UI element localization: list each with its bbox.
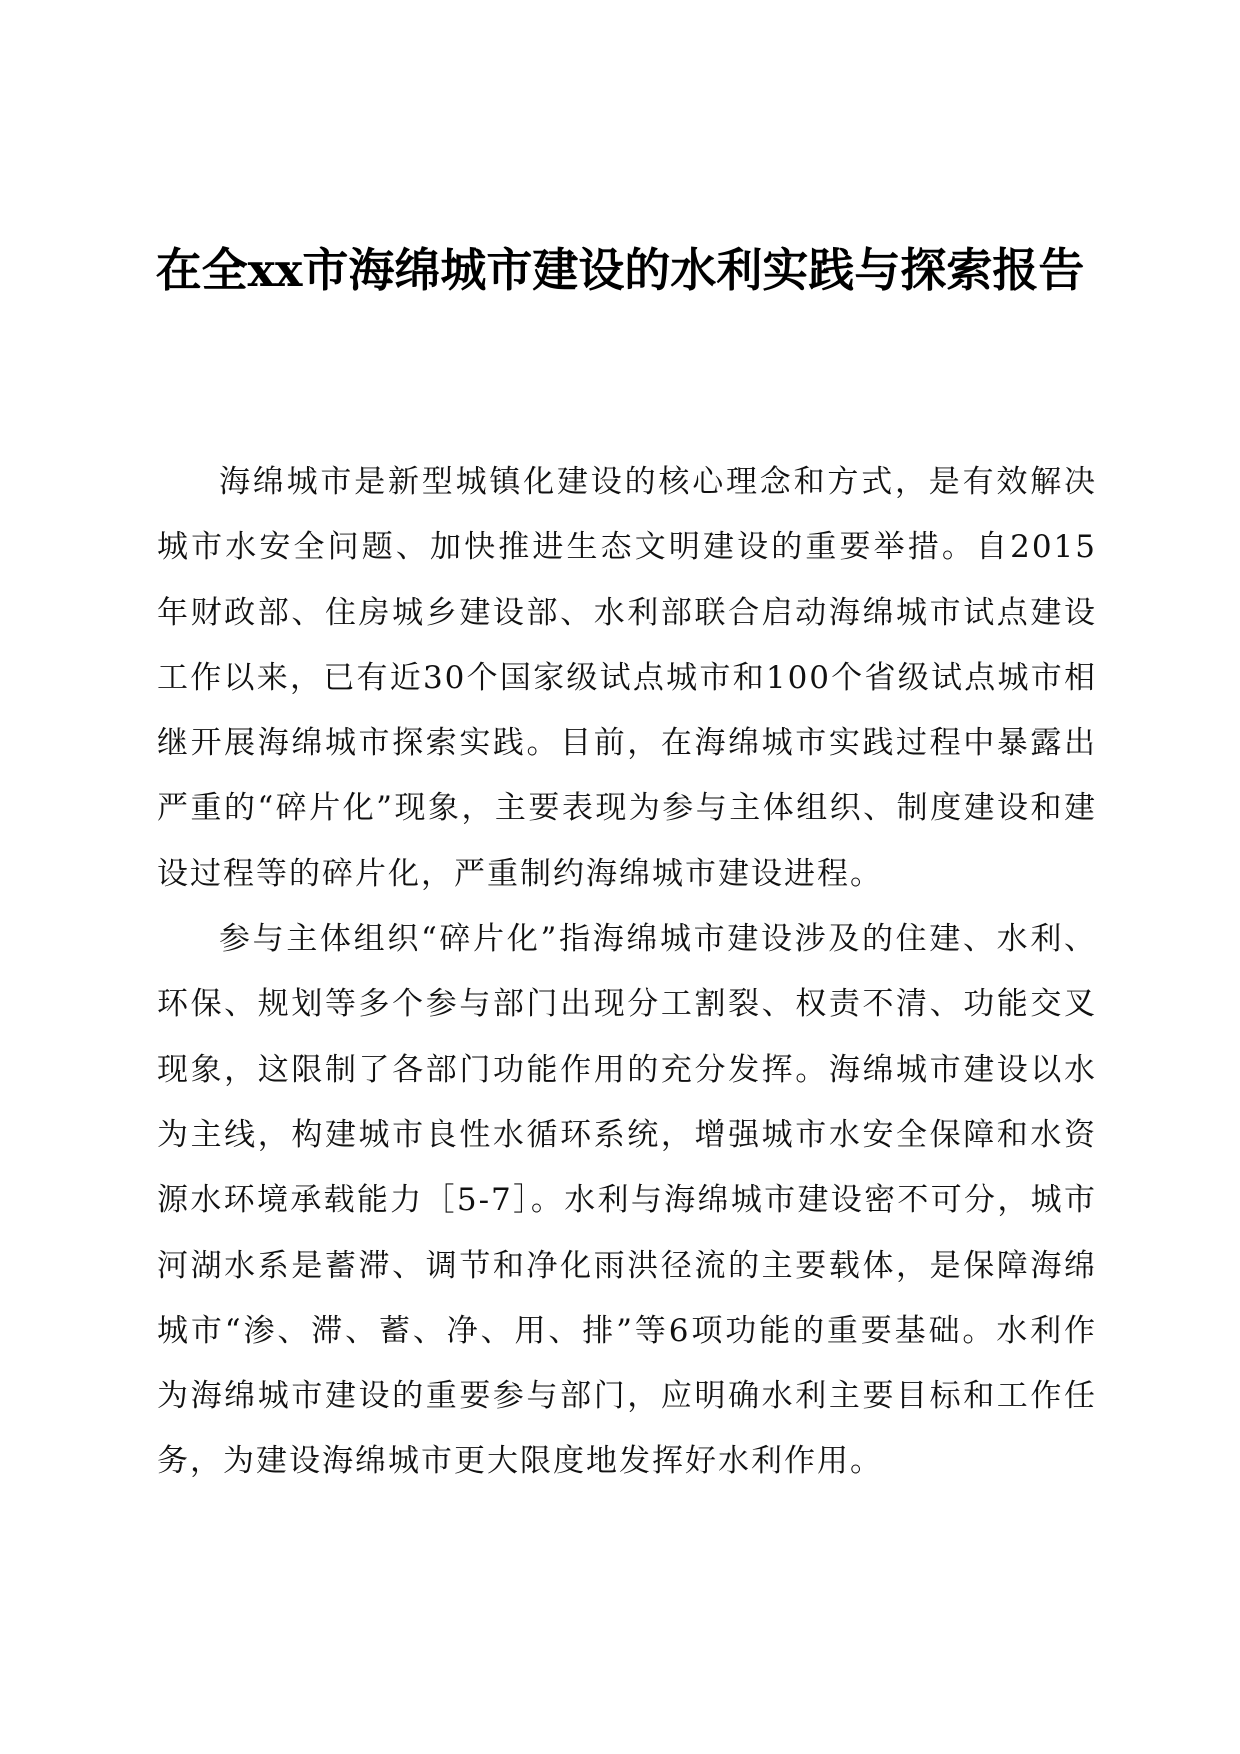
paragraph-1: 海绵城市是新型城镇化建设的核心理念和方式，是有效解决城市水安全问题、加快推进生态文明建设的重要举措。自2015年财政部、住房城乡建设部、水利部联合启动海绵城市试点建设工作以来，已有近30个国家级试点城市和100个省级试点城市相继开展海绵城市探索实践。目前，在海绵城市实践过程中暴露出严重的“碎片化”现象，主要表现为参与主体组织、制度建设和建设过程等的碎片化，严重制约海绵城市建设进程。 xyxy=(157,464,1097,892)
document-title: 在全xx市海绵城市建设的水利实践与探索报告 xyxy=(155,243,1085,297)
paragraph-2: 参与主体组织“碎片化”指海绵城市建设涉及的住建、水利、环保、规划等多个参与部门出现分工割裂、权责不清、功能交叉现象，这限制了各部门功能作用的充分发挥。海绵城市建设以水为主线，构建城市良性水循环系统，增强城市水安全保障和水资源水环境承载能力［5-7］。水利与海绵城市建设密不可分，城市河湖水系是蓄滞、调节和净化雨洪径流的主要载体，是保障海绵城市“渗、滞、蓄、净、用、排”等6项功能的重要基础。水利作为海绵城市建设的重要参与部门，应明确水利主要目标和工作任务，为建设海绵城市更大限度地发挥好水利作用。 xyxy=(157,921,1097,1480)
document-body xyxy=(157,450,1097,1495)
